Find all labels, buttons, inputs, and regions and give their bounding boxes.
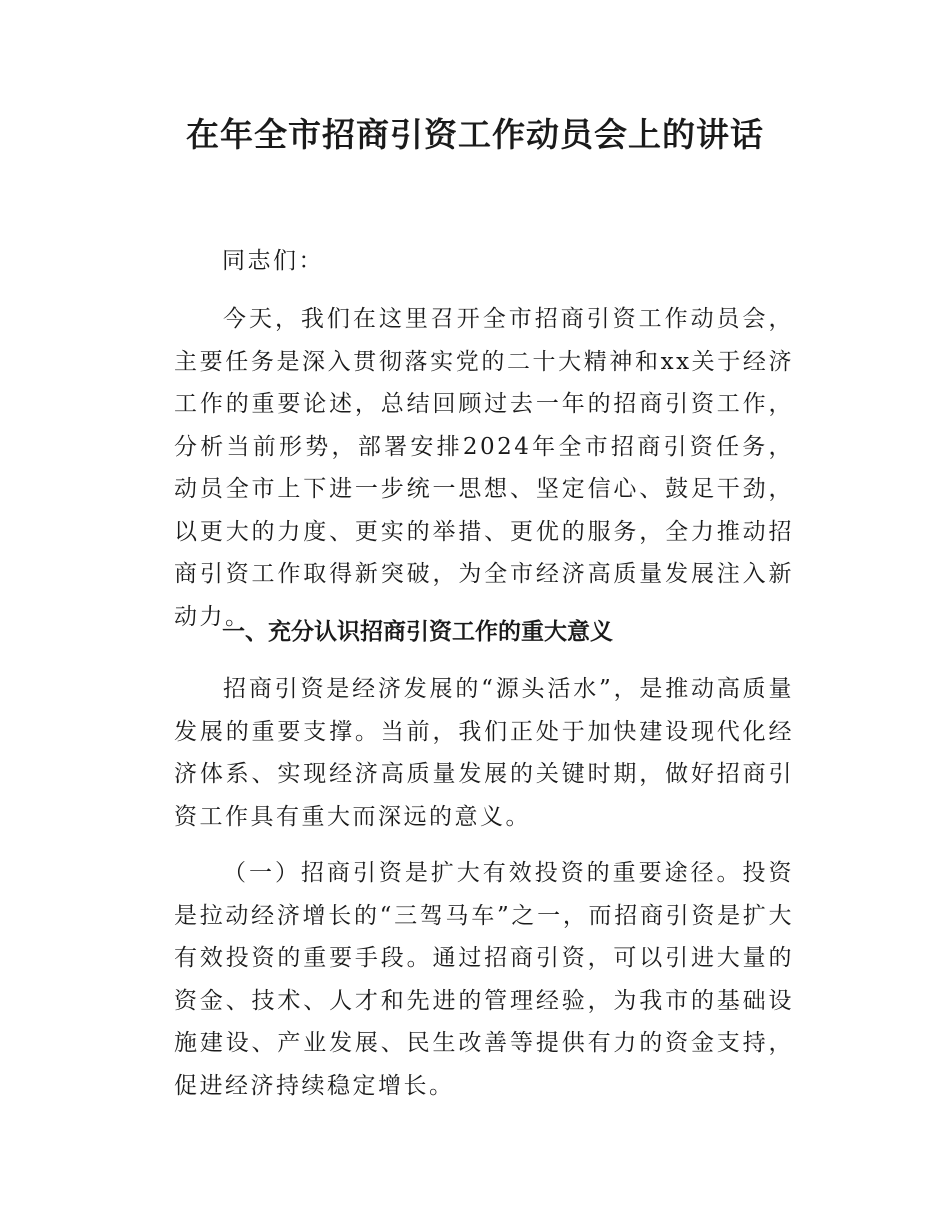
opening-paragraph: 今天，我们在这里召开全市招商引资工作动员会，主要任务是深入贯彻落实党的二十大精神和xx关于经济工作的重要论述，总结回顾过去一年的招商引资工作，分析当前形势，部署安排2024年全市招商引资任务，动员全市上下进一步统一思想、坚定信心、鼓足干劲，以更大的力度、更实的举措、更优的服务，全力推动招商引资工作取得新突破，为全市经济高质量发展注入新动力。	[174, 306, 794, 630]
section-heading: 一、充分认识招商引资工作的重大意义	[222, 619, 613, 645]
greeting: 同志们：	[222, 248, 324, 274]
document-title: 在年全市招商引资工作动员会上的讲话	[186, 115, 764, 154]
section-intro-paragraph: 招商引资是经济发展的“源头活水”，是推动高质量发展的重要支撑。当前，我们正处于加快建设现代化经济体系、实现经济高质量发展的关键时期，做好招商引资工作具有重大而深远的意义。	[174, 676, 794, 830]
subsection-paragraph: （一）招商引资是扩大有效投资的重要途径。投资是拉动经济增长的“三驾马车”之一，而招商引资是扩大有效投资的重要手段。通过招商引资，可以引进大量的资金、技术、人才和先进的管理经验，为我市的基础设施建设、产业发展、民生改善等提供有力的资金支持，促进经济持续稳定增长。	[174, 860, 794, 1099]
